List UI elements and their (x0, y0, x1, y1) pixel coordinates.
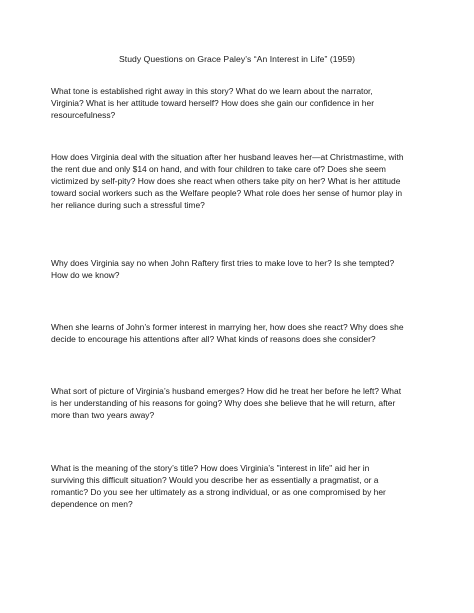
question-line: Why does Virginia say no when John Raftery first tries to make love to her? Is she tempted? (51, 258, 395, 268)
question-line: toward social workers such as the Welfare people? What role does her sense of humor play in (51, 187, 403, 198)
question-1 (51, 86, 429, 122)
question-line: the rent due and only $14 on hand, and with four children to take care of? Does she seem (51, 163, 386, 174)
question-line: When she learns of John’s former interest in marrying her, how does she react? Why does she (51, 322, 404, 332)
question-line: Virginia? What is her attitude toward herself? How does she gain our confidence in her (51, 97, 374, 108)
question-4 (51, 322, 429, 346)
question-3 (51, 258, 429, 282)
question-2 (51, 152, 429, 212)
question-line: What is the meaning of the story’s title? How does Virginia’s "interest in life" aid her in (51, 463, 370, 473)
question-line: How does Virginia deal with the situation after her husband leaves her—at Christmastime, with (51, 152, 404, 162)
question-line: What sort of picture of Virginia’s husband emerges? How did he treat her before he left? What (51, 386, 402, 396)
question-line: surviving this difficult situation? Would you describe her as essentially a pragmatist, or a (51, 474, 379, 485)
question-line: decide to encourage his attentions after all? What kinds of reasons does she consider? (51, 333, 376, 344)
question-5 (51, 386, 429, 422)
question-6 (51, 463, 429, 511)
question-line: How do we know? (51, 269, 120, 280)
question-line: resourcefulness? (51, 109, 116, 120)
question-line: dependence on men? (51, 498, 133, 509)
question-line: romantic? Do you see her ultimately as a strong individual, or as one compromised by her (51, 486, 386, 497)
question-line: more than two years away? (51, 409, 155, 420)
question-line: victimized by self-pity? How does she react when others take pity on her? What is her attitude (51, 175, 401, 186)
question-line: What tone is established right away in this story? What do we learn about the narrator, (51, 86, 373, 96)
question-line: her reliance during such a stressful time? (51, 199, 205, 210)
question-line: is her understanding of his reasons for going? Why does she believe that he will return, after (51, 397, 396, 408)
document-title: Study Questions on Grace Paley’s “An Interest in Life” (1959) (119, 54, 355, 64)
